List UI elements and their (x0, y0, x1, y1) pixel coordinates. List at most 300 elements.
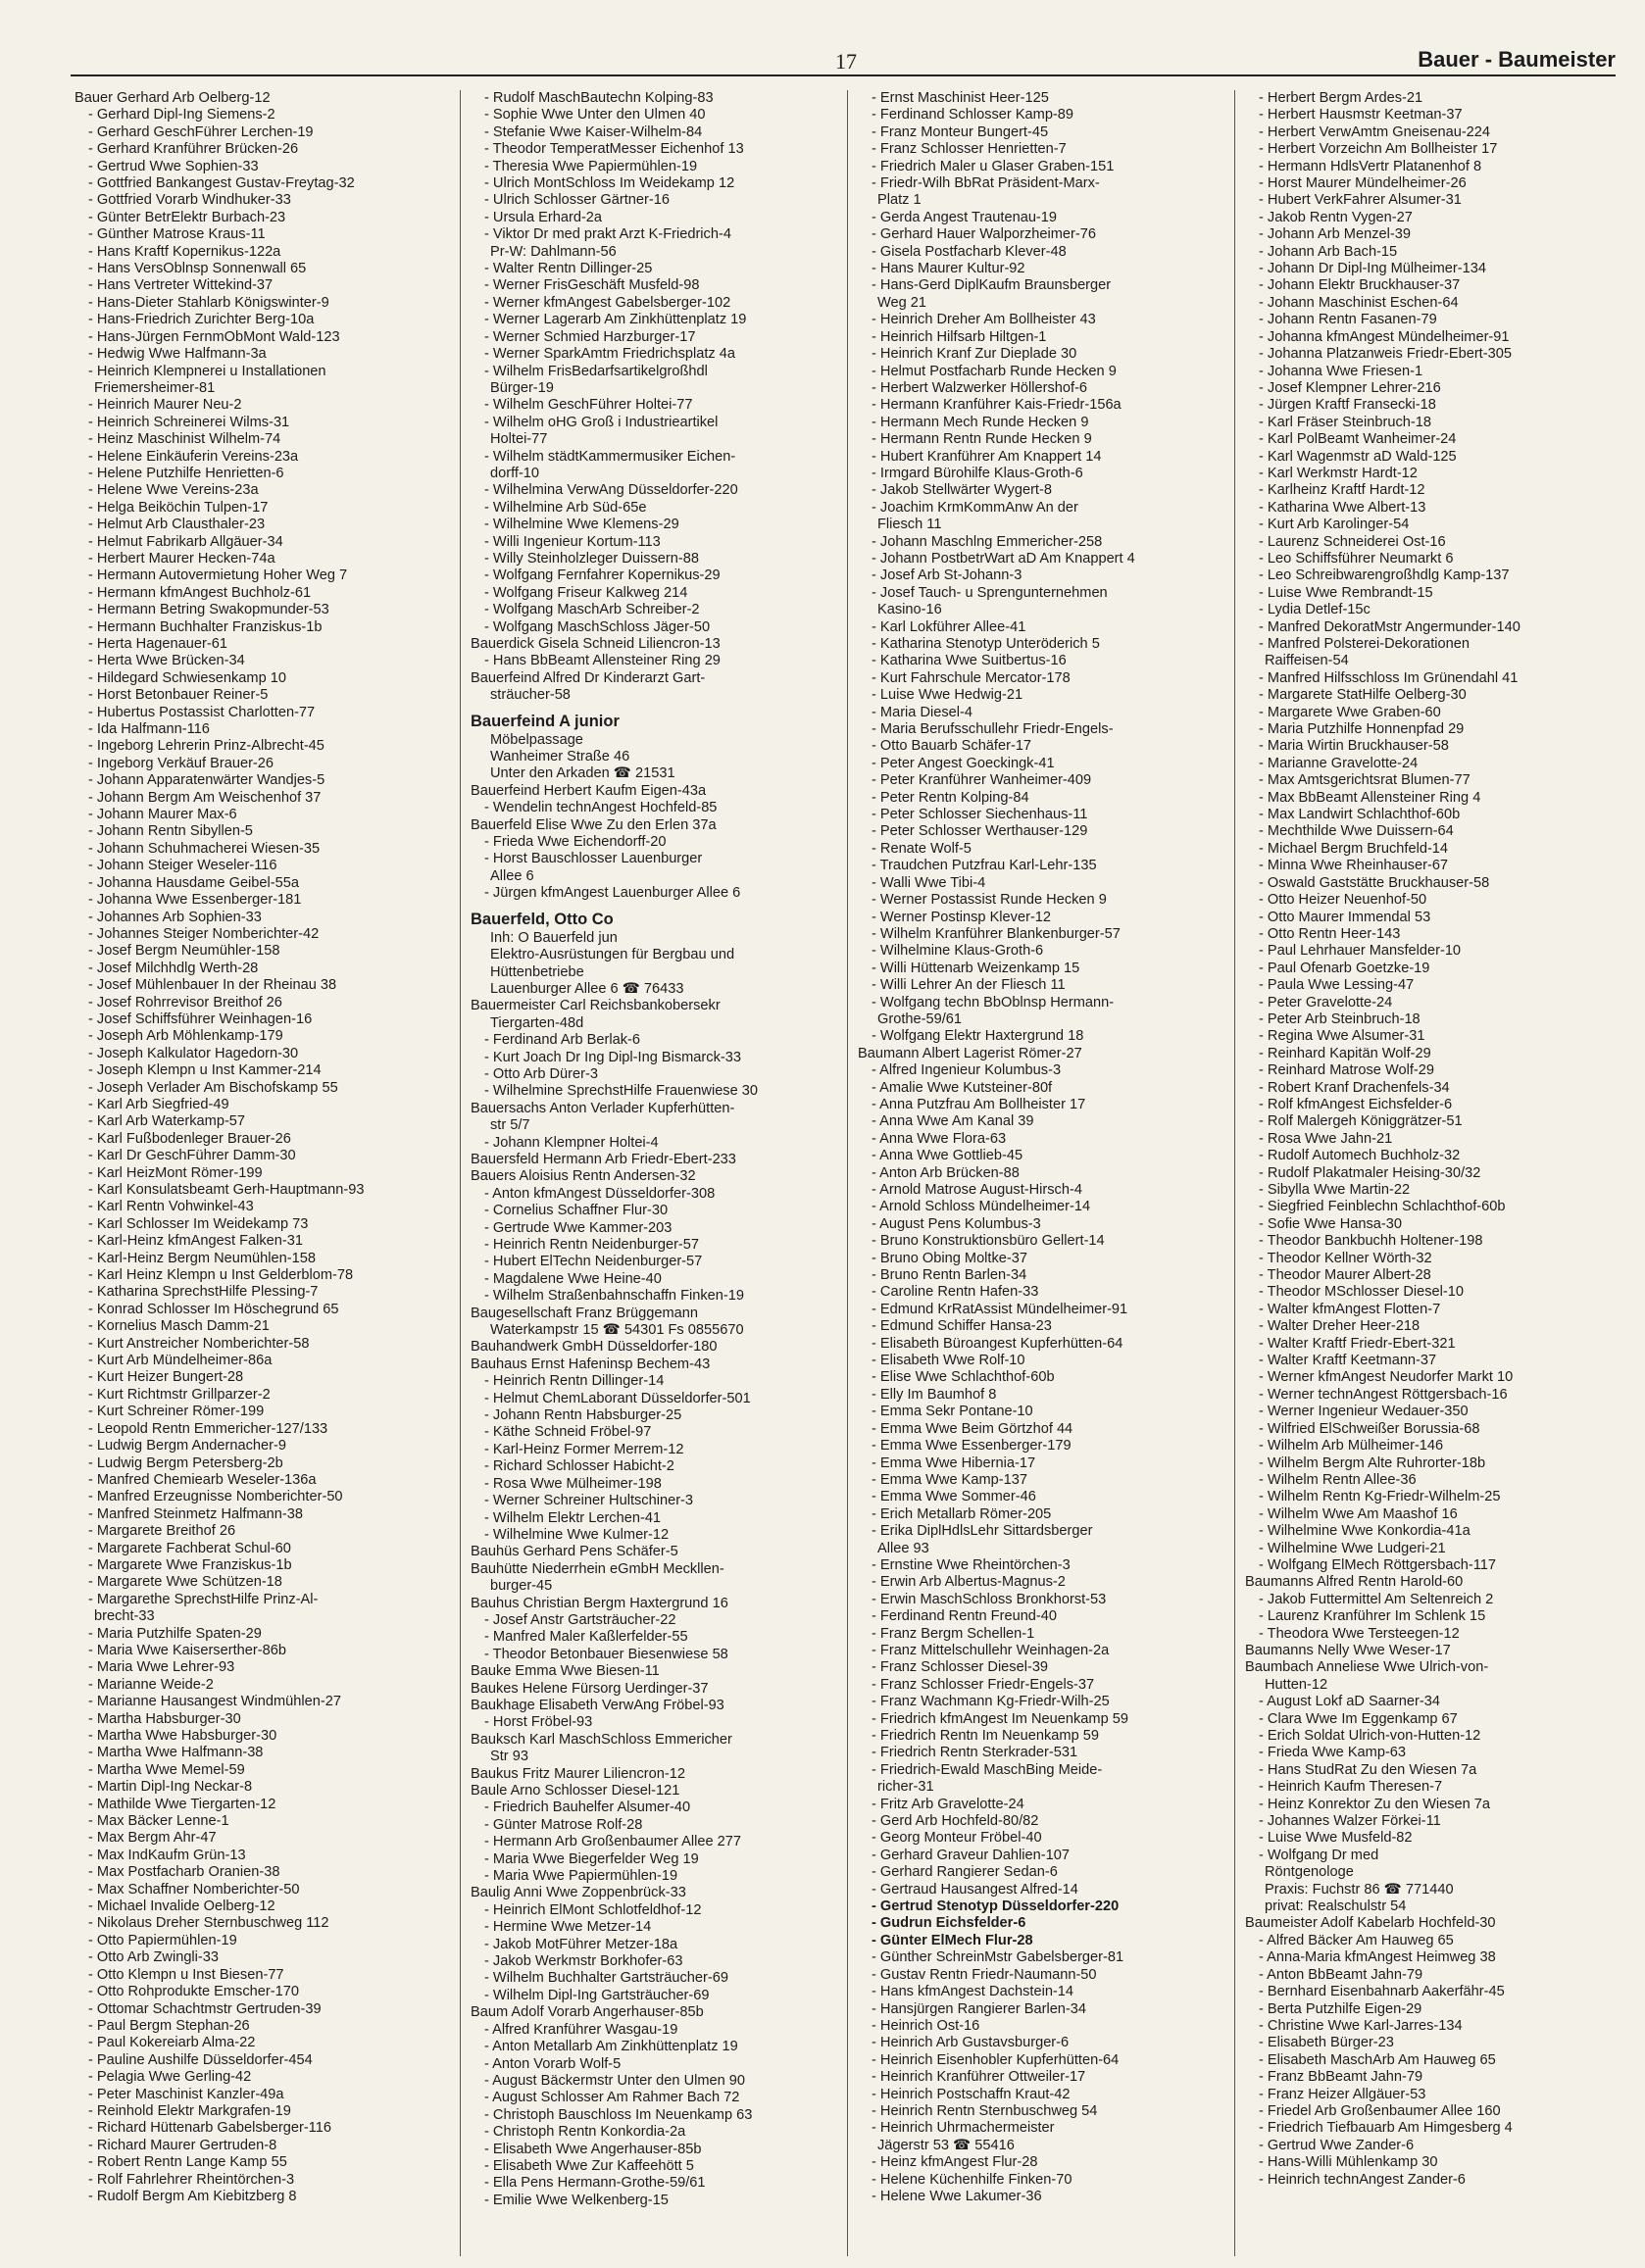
directory-entry: Bauerdick Gisela Schneid Liliencron-13 (471, 636, 721, 652)
directory-entry: - Hubert ElTechn Neidenburger-57 (484, 1254, 703, 1270)
directory-entry: - Karlheinz Kraftf Hardt-12 (1259, 482, 1425, 499)
directory-entry: - Elise Wwe Schlachthof-60b (872, 1369, 1055, 1386)
directory-entry: Tiergarten-48d (490, 1014, 584, 1031)
directory-entry: - Herbert Maurer Hecken-74a (88, 550, 275, 567)
directory-entry: - Heinz Konrektor Zu den Wiesen 7a (1259, 1796, 1491, 1812)
directory-entry: Jägerstr 53 ☎ 55416 (877, 2137, 1015, 2153)
directory-entry: - Ernstine Wwe Rheintörchen-3 (872, 1556, 1071, 1573)
directory-entry: - Peter Arb Steinbruch-18 (1259, 1011, 1421, 1027)
directory-entry: - Hermann HdlsVertr Platanenhof 8 (1259, 158, 1482, 174)
directory-entry: - Otto Bauarb Schäfer-17 (872, 738, 1032, 755)
directory-entry: - Ulrich Schlosser Gärtner-16 (484, 192, 670, 209)
directory-entry: - Siegfried Feinblechn Schlachthof-60b (1259, 1199, 1506, 1215)
directory-entry: - Ingeborg Verkäuf Brauer-26 (88, 755, 274, 771)
directory-entry: - Johanna Wwe Friesen-1 (1259, 363, 1423, 379)
directory-entry: - Theodor MSchlosser Diesel-10 (1259, 1284, 1464, 1301)
directory-entry: - Kurt Arb Karolinger-54 (1259, 517, 1410, 533)
directory-entry: - Theodor Kellner Wörth-32 (1259, 1250, 1432, 1266)
directory-entry: Allee 93 (877, 1540, 929, 1556)
directory-entry: - Friedr-Wilh BbRat Präsident-Marx- (872, 175, 1100, 192)
directory-entry: Bauksch Karl MaschSchloss Emmericher (471, 1731, 732, 1748)
directory-entry: - Alfred Ingenieur Kolumbus-3 (872, 1062, 1062, 1079)
directory-entry: - Karl Rentn Vohwinkel-43 (88, 1199, 254, 1215)
directory-entry: - Gerhard Graveur Dahlien-107 (872, 1847, 1070, 1863)
directory-entry: - Franz BbBeamt Jahn-79 (1259, 2069, 1423, 2086)
directory-entry: - Richard Schlosser Habicht-2 (484, 1458, 674, 1475)
directory-entry: - Christine Wwe Karl-Jarres-134 (1259, 2017, 1463, 2034)
directory-entry: - Elisabeth Wwe Zur Kaffeehött 5 (484, 2157, 694, 2174)
directory-entry: - Franz Schlosser Friedr-Engels-37 (872, 1676, 1095, 1693)
directory-entry: - Hedwig Wwe Halfmann-3a (88, 346, 267, 363)
directory-entry: Bauersfeld Hermann Arb Friedr-Ebert-233 (471, 1151, 736, 1167)
directory-entry: - Otto Arb Dürer-3 (484, 1065, 598, 1082)
directory-entry: - Martha Wwe Halfmann-38 (88, 1745, 264, 1761)
directory-entry: - Maria Berufsschullehr Friedr-Engels- (872, 721, 1114, 738)
directory-entry: Kasino-16 (877, 602, 942, 618)
directory-entry: - Christoph Rentn Konkordia-2a (484, 2124, 686, 2141)
directory-entry: - Hans-Gerd DiplKaufm Braunsberger (872, 277, 1112, 294)
directory-entry: Weg 21 (877, 294, 927, 311)
directory-entry: - Paul Bergm Stephan-26 (88, 2017, 250, 2034)
directory-entry: - Hans StudRat Zu den Wiesen 7a (1259, 1761, 1477, 1778)
directory-entry: - Bernhard Eisenbahnarb Aakerfähr-45 (1259, 1984, 1505, 2000)
directory-entry: - Wilhelmine Arb Süd-65e (484, 499, 647, 516)
directory-entry: - Rolf Fahrlehrer Rheintörchen-3 (88, 2171, 295, 2188)
directory-entry: Möbelpassage (490, 731, 583, 748)
directory-entry: - Horst Bauschlosser Lauenburger (484, 851, 703, 867)
directory-entry: - Käthe Schneid Fröbel-97 (484, 1424, 652, 1441)
directory-entry: - Günther Matrose Kraus-11 (88, 226, 266, 243)
directory-entry: richer-31 (877, 1779, 934, 1796)
directory-entry: - Fritz Arb Gravelotte-24 (872, 1796, 1024, 1812)
directory-entry: - Karl Schlosser Im Weidekamp 73 (88, 1215, 309, 1232)
directory-entry: - Johann Bergm Am Weischenhof 37 (88, 789, 322, 806)
directory-entry: - Richard Maurer Gertruden-8 (88, 2137, 277, 2153)
directory-entry: - Edmund KrRatAssist Mündelheimer-91 (872, 1301, 1128, 1317)
directory-entry: - Bruno Obing Moltke-37 (872, 1250, 1027, 1266)
directory-entry: Bauersachs Anton Verlader Kupferhütten- (471, 1100, 735, 1116)
directory-entry: - Johanna Platzanweis Friedr-Ebert-305 (1259, 346, 1512, 363)
directory-entry: - Jakob Rentn Vygen-27 (1259, 209, 1413, 225)
directory-entry: - Max Postfacharb Oranien-38 (88, 1864, 280, 1881)
directory-entry: Bauhaus Ernst Hafeninsp Bechem-43 (471, 1356, 711, 1372)
directory-entry: - Wilhelm FrisBedarfsartikelgroßhdl (484, 363, 708, 379)
directory-entry: - Walter Rentn Dillinger-25 (484, 261, 653, 277)
directory-entry: - Bruno Rentn Barlen-34 (872, 1267, 1027, 1284)
directory-entry: - Otto Klempn u Inst Biesen-77 (88, 1966, 284, 1983)
directory-entry: - Friedrich Maler u Glaser Graben-151 (872, 158, 1115, 174)
directory-entry: - Joseph Verlader Am Bischofskamp 55 (88, 1079, 338, 1096)
directory-entry: - Martin Dipl-Ing Neckar-8 (88, 1779, 253, 1796)
directory-entry: - Kurt Heizer Bungert-28 (88, 1369, 244, 1386)
directory-entry: - Theodor Betonbauer Biesenwiese 58 (484, 1646, 728, 1662)
directory-entry: - Anton Vorarb Wolf-5 (484, 2055, 622, 2072)
directory-entry: - Rolf kfmAngest Eichsfelder-6 (1259, 1096, 1453, 1112)
directory-entry: - Werner Lagerarb Am Zinkhüttenplatz 19 (484, 312, 747, 328)
directory-entry: - Elisabeth Bürger-23 (1259, 2035, 1394, 2051)
directory-entry: - Friedel Arb Großenbaumer Allee 160 (1259, 2102, 1501, 2119)
directory-entry: - Traudchen Putzfrau Karl-Lehr-135 (872, 858, 1097, 874)
directory-entry: - Paula Wwe Lessing-47 (1259, 977, 1415, 994)
directory-entry: - Erich Soldat Ulrich-von-Hutten-12 (1259, 1728, 1481, 1744)
directory-entry: - Margarete Fachberat Schul-60 (88, 1540, 291, 1556)
directory-entry: - Otto Arb Zwingli-33 (88, 1949, 220, 1966)
directory-entry: - Heinrich Hilfsarb Hiltgen-1 (872, 328, 1047, 345)
directory-entry: - Elisabeth Büroangest Kupferhütten-64 (872, 1335, 1123, 1352)
directory-entry: - Erika DiplHdlsLehr Sittardsberger (872, 1523, 1093, 1540)
directory-entry: - Gertrud Wwe Zander-6 (1259, 2137, 1415, 2153)
directory-entry: - Wilhelmine Wwe Kulmer-12 (484, 1526, 670, 1543)
directory-entry: - Hermann Arb Großenbaumer Allee 277 (484, 1834, 742, 1850)
directory-entry: - Jakob Werkmstr Borkhofer-63 (484, 1953, 683, 1970)
directory-entry: - Frieda Wwe Kamp-63 (1259, 1745, 1407, 1761)
directory-entry: - Theresia Wwe Papiermühlen-19 (484, 158, 698, 174)
directory-entry: - Werner Schreiner Hultschiner-3 (484, 1493, 694, 1509)
directory-entry: - Josef Arb St-Johann-3 (872, 567, 1022, 584)
directory-entry: Bauers Aloisius Rentn Andersen-32 (471, 1168, 696, 1185)
directory-entry: - Franz Schlosser Henrietten-7 (872, 141, 1067, 158)
directory-entry: - Hubert VerkFahrer Alsumer-31 (1259, 192, 1462, 209)
directory-entry: - Margarete Breithof 26 (88, 1523, 236, 1540)
directory-entry: - Manfred Chemiearb Weseler-136a (88, 1471, 317, 1488)
business-entry: Bauerfeind A junior (471, 712, 620, 730)
directory-entry: - Anton Arb Brücken-88 (872, 1164, 1020, 1181)
directory-entry: - Gerhard Hauer Walporzheimer-76 (872, 226, 1096, 243)
directory-entry: - Magdalene Wwe Heine-40 (484, 1270, 662, 1287)
directory-entry: - Kurt Fahrschule Mercator-178 (872, 669, 1071, 686)
directory-entry: - Elisabeth Wwe Rolf-10 (872, 1353, 1025, 1369)
directory-entry: - Erwin Arb Albertus-Magnus-2 (872, 1574, 1066, 1591)
directory-entry: - Laurenz Schneiderei Ost-16 (1259, 533, 1446, 550)
directory-entry: - Michael Bergm Bruchfeld-14 (1259, 840, 1449, 857)
directory-entry: - Heinrich Eisenhobler Kupferhütten-64 (872, 2051, 1120, 2068)
directory-entry: - Werner SparkAmtm Friedrichsplatz 4a (484, 346, 736, 363)
directory-entry: - Otto Maurer Immendal 53 (1259, 909, 1431, 925)
directory-entry: Lauenburger Allee 6 ☎ 76433 (490, 980, 684, 997)
directory-entry: Röntgenologe (1265, 1864, 1354, 1881)
column-3 (847, 90, 1234, 2256)
directory-entry: - Willi Ingenieur Kortum-113 (484, 533, 661, 550)
directory-entry: Bauke Emma Wwe Biesen-11 (471, 1663, 660, 1680)
directory-entry: - Heinrich Uhrmachermeister (872, 2120, 1055, 2137)
directory-entry: - Clara Wwe Im Eggenkamp 67 (1259, 1710, 1458, 1727)
directory-entry: - Hermann Buchhalter Franziskus-1b (88, 618, 323, 635)
directory-entry: Raiffeisen-54 (1265, 653, 1349, 669)
directory-entry: - Josef Anstr Gartsträucher-22 (484, 1611, 676, 1628)
directory-entry: - Ferdinand Arb Berlak-6 (484, 1032, 640, 1049)
directory-entry: - Kurt Schreiner Römer-199 (88, 1404, 265, 1420)
directory-entry: - Peter Schlosser Siechenhaus-11 (872, 807, 1088, 823)
directory-entry: Bauer Gerhard Arb Oelberg-12 (75, 90, 271, 106)
directory-entry: - Leo Schreibwarengroßhdlg Kamp-137 (1259, 567, 1510, 584)
directory-entry: - Walter Kraftf Friedr-Ebert-321 (1259, 1335, 1456, 1352)
directory-entry: Baumeister Adolf Kabelarb Hochfeld-30 (1245, 1915, 1496, 1932)
directory-entry: - Kornelius Masch Damm-21 (88, 1318, 270, 1335)
directory-entry: - Minna Wwe Rheinhauser-67 (1259, 858, 1449, 874)
directory-entry: - Bruno Konstruktionsbüro Gellert-14 (872, 1233, 1105, 1250)
directory-entry: - Maria Diesel-4 (872, 704, 972, 720)
directory-entry: Bauerfeind Alfred Dr Kinderarzt Gart- (471, 669, 706, 686)
directory-entry: - Johannes Steiger Nomberichter-42 (88, 925, 320, 942)
directory-entry: - Max Bäcker Lenne-1 (88, 1813, 229, 1830)
directory-entry: - Alfred Bäcker Am Hauweg 65 (1259, 1932, 1454, 1948)
directory-entry: - Johanna Wwe Essenberger-181 (88, 892, 302, 909)
directory-entry: - Karl Arb Siegfried-49 (88, 1096, 229, 1112)
directory-entry: - Ernst Maschinist Heer-125 (872, 90, 1049, 106)
directory-entry: - Heinrich Rentn Neidenburger-57 (484, 1237, 700, 1253)
directory-entry: - Johann Rentn Sibyllen-5 (88, 823, 253, 840)
directory-entry: - Katharina Wwe Albert-13 (1259, 499, 1426, 516)
column-1 (73, 90, 460, 2256)
directory-entry: - Johannes Arb Sophien-33 (88, 909, 262, 925)
directory-entry: - Maria Wwe Papiermühlen-19 (484, 1868, 678, 1885)
directory-entry: - Johann Arb Menzel-39 (1259, 226, 1411, 243)
directory-entry: - Hubertus Postassist Charlotten-77 (88, 704, 316, 720)
directory-entry: - Heinrich Ost-16 (872, 2017, 980, 2034)
directory-entry: - Pauline Aushilfe Düsseldorfer-454 (88, 2051, 313, 2068)
directory-entry: - Lydia Detlef-15c (1259, 602, 1371, 618)
directory-entry: - Jakob Futtermittel Am Seltenreich 2 (1259, 1591, 1494, 1607)
directory-entry: privat: Realschulstr 54 (1265, 1898, 1407, 1915)
directory-entry: - Helene Küchenhilfe Finken-70 (872, 2171, 1072, 2188)
directory-entry: - Ella Pens Hermann-Grothe-59/61 (484, 2175, 706, 2192)
directory-entry: - Margarete Wwe Graben-60 (1259, 704, 1441, 720)
directory-entry: - Gertrude Wwe Kammer-203 (484, 1219, 673, 1236)
directory-entry: - Ursula Erhard-2a (484, 209, 603, 225)
directory-entry: - Walter kfmAngest Flotten-7 (1259, 1301, 1441, 1317)
directory-entry: - Hans Kraftf Kopernikus-122a (88, 243, 281, 260)
directory-entry: - Maria Wirtin Bruckhauser-58 (1259, 738, 1449, 755)
directory-entry: - Maria Wwe Biegerfelder Weg 19 (484, 1850, 699, 1867)
directory-entry: - Walter Kraftf Keetmann-37 (1259, 1353, 1437, 1369)
directory-entry: - Gudrun Eichsfelder-6 (872, 1915, 1026, 1932)
directory-entry: - Josef Klempner Lehrer-216 (1259, 379, 1441, 396)
directory-entry: - Helmut Fabrikarb Allgäuer-34 (88, 533, 283, 550)
directory-entry: sträucher-58 (490, 687, 571, 704)
directory-entry: - Erwin MaschSchloss Bronkhorst-53 (872, 1591, 1107, 1607)
directory-entry: - Marianne Gravelotte-24 (1259, 755, 1419, 771)
directory-entry: - Manfred DekoratMstr Angermunder-140 (1259, 618, 1520, 635)
directory-entry: - Margarete Wwe Franziskus-1b (88, 1556, 292, 1573)
directory-entry: - Heinrich Maurer Neu-2 (88, 397, 242, 414)
directory-entry: - Johann Rentn Fasanen-79 (1259, 312, 1437, 328)
page-number: 17 (835, 49, 857, 74)
directory-entry: - Margarete Wwe Schützen-18 (88, 1574, 282, 1591)
directory-entry: - Wilhelm oHG Groß i Industrieartikel (484, 414, 719, 430)
directory-entry: - Werner FrisGeschäft Musfeld-98 (484, 277, 700, 294)
directory-entry: - Wolfgang Fernfahrer Kopernikus-29 (484, 567, 721, 584)
directory-entry: - Herbert Walzwerker Höllershof-6 (872, 379, 1088, 396)
directory-entry: - Manfred Erzeugnisse Nomberichter-50 (88, 1489, 343, 1505)
directory-entry: - Hermann Mech Runde Hecken 9 (872, 414, 1089, 430)
directory-entry: - Helmut Postfacharb Runde Hecken 9 (872, 363, 1117, 379)
directory-entry: brecht-33 (94, 1608, 155, 1625)
directory-entry: - Friedrich-Ewald MaschBing Meide- (872, 1761, 1103, 1778)
directory-entry: Pr-W: Dahlmann-56 (490, 243, 617, 260)
directory-entry: Bauerfeind Herbert Kaufm Eigen-43a (471, 782, 707, 799)
directory-entry: - Berta Putzhilfe Eigen-29 (1259, 2000, 1422, 2017)
column-4 (1234, 90, 1621, 2256)
directory-entry: - Karl Fräser Steinbruch-18 (1259, 414, 1432, 430)
directory-entry: - Gertrud Wwe Sophien-33 (88, 158, 259, 174)
directory-entry: - Johann Maschinist Eschen-64 (1259, 294, 1459, 311)
directory-entry: - Anna Wwe Am Kanal 39 (872, 1113, 1034, 1130)
directory-entry: - Ingeborg Lehrerin Prinz-Albrecht-45 (88, 738, 324, 755)
directory-entry: - August Bäckermstr Unter den Ulmen 90 (484, 2072, 746, 2089)
directory-entry: - Peter Kranführer Wanheimer-409 (872, 772, 1092, 789)
directory-entry: - Johann Schuhmacherei Wiesen-35 (88, 840, 321, 857)
directory-entry: - Joachim KrmKommAnw An der (872, 499, 1078, 516)
directory-entry: - Ferdinand Schlosser Kamp-89 (872, 107, 1074, 123)
directory-entry: - Wilhelm Dipl-Ing Gartsträucher-69 (484, 1987, 710, 2003)
directory-entry: - Willi Lehrer An der Fliesch 11 (872, 977, 1066, 994)
directory-entry: - Hans BbBeamt Allensteiner Ring 29 (484, 653, 721, 669)
directory-entry: - Gerda Angest Trautenau-19 (872, 209, 1058, 225)
directory-entry: - Emilie Wwe Welkenberg-15 (484, 2192, 669, 2208)
directory-entry: - Emma Wwe Kamp-137 (872, 1471, 1027, 1488)
directory-entry: - Martha Wwe Memel-59 (88, 1761, 245, 1778)
directory-entry: - Peter Rentn Kolping-84 (872, 789, 1029, 806)
directory-entry: - Helene Wwe Lakumer-36 (872, 2188, 1042, 2204)
directory-entry: - Johannes Walzer Förkei-11 (1259, 1813, 1441, 1830)
directory-entry: - Helene Einkäuferin Vereins-23a (88, 448, 299, 465)
directory-entry: - Ulrich MontSchloss Im Weidekamp 12 (484, 175, 735, 192)
directory-entry: - Gerhard Rangierer Sedan-6 (872, 1864, 1058, 1881)
directory-entry: - Arnold Matrose August-Hirsch-4 (872, 1182, 1082, 1198)
directory-entry: - Jürgen Kraftf Fransecki-18 (1259, 397, 1436, 414)
directory-entry: - Gottfried Bankangest Gustav-Freytag-32 (88, 175, 355, 192)
directory-entry: - Maria Putzhilfe Spaten-29 (88, 1625, 262, 1642)
directory-entry: - Gerhard GeschFührer Lerchen-19 (88, 123, 314, 140)
directory-entry: - Gottfried Vorarb Windhuker-33 (88, 192, 291, 209)
directory-entry: - Marianne Hausangest Windmühlen-27 (88, 1694, 341, 1710)
directory-entry: - Rudolf MaschBautechn Kolping-83 (484, 90, 714, 106)
directory-entry: - Georg Monteur Fröbel-40 (872, 1830, 1042, 1847)
directory-entry: - Hans-Jürgen FernmObMont Wald-123 (88, 328, 340, 345)
business-entry: Bauerfeld, Otto Co (471, 910, 614, 928)
directory-entry: - Rudolf Bergm Am Kiebitzberg 8 (88, 2188, 297, 2204)
directory-entry: - Paul Lehrhauer Mansfelder-10 (1259, 943, 1462, 960)
directory-entry: - Anton BbBeamt Jahn-79 (1259, 1966, 1423, 1983)
directory-columns (73, 90, 1621, 2256)
directory-entry: - Hansjürgen Rangierer Barlen-34 (872, 2000, 1087, 2017)
directory-entry: - Hermann Autovermietung Hoher Weg 7 (88, 567, 348, 584)
directory-entry: - Gisela Postfacharb Klever-48 (872, 243, 1067, 260)
directory-entry: - Hans-Willi Mühlenkamp 30 (1259, 2154, 1438, 2171)
directory-entry: - Anton kfmAngest Düsseldorfer-308 (484, 1185, 716, 1202)
directory-entry: Bauhandwerk GmbH Düsseldorfer-180 (471, 1339, 718, 1356)
directory-entry: - Max IndKaufm Grün-13 (88, 1847, 246, 1863)
directory-entry: - Emma Wwe Hibernia-17 (872, 1454, 1036, 1471)
directory-entry: - Katharina SprechstHilfe Plessing-7 (88, 1284, 319, 1301)
directory-entry: - Heinrich Kranführer Ottweiler-17 (872, 2069, 1086, 2086)
directory-entry: - Otto Rentn Heer-143 (1259, 925, 1401, 942)
directory-entry: - Jakob MotFührer Metzer-18a (484, 1936, 678, 1952)
directory-entry: - Hermann Kranführer Kais-Friedr-156a (872, 397, 1122, 414)
directory-entry: - Wilhelm Rentn Kg-Friedr-Wilhelm-25 (1259, 1489, 1501, 1505)
directory-entry: - Heinrich Postschaffn Kraut-42 (872, 2086, 1071, 2102)
directory-entry: Baukus Fritz Maurer Liliencron-12 (471, 1765, 685, 1782)
directory-entry: - Ludwig Bergm Andernacher-9 (88, 1438, 286, 1454)
directory-entry: - Heinrich Kaufm Theresen-7 (1259, 1779, 1443, 1796)
directory-entry: - Jürgen kfmAngest Lauenburger Allee 6 (484, 885, 741, 902)
directory-entry: Baumanns Nelly Wwe Weser-17 (1245, 1642, 1451, 1658)
directory-entry: - Renate Wolf-5 (872, 840, 972, 857)
directory-entry: dorff-10 (490, 465, 540, 481)
directory-entry: - Manfred Hilfsschloss Im Grünendahl 41 (1259, 669, 1519, 686)
directory-entry: - Werner Postassist Runde Hecken 9 (872, 892, 1107, 909)
directory-entry: - Josef Tauch- u Sprengunternehmen (872, 584, 1108, 601)
directory-entry: - Wendelin technAngest Hochfeld-85 (484, 800, 718, 816)
directory-entry: - Wolfgang Friseur Kalkweg 214 (484, 584, 688, 601)
directory-entry: - Leopold Rentn Emmericher-127/133 (88, 1420, 328, 1437)
directory-entry: - Franz Bergm Schellen-1 (872, 1625, 1035, 1642)
directory-entry: - August Pens Kolumbus-3 (872, 1215, 1041, 1232)
directory-entry: Grothe-59/61 (877, 1011, 962, 1027)
directory-entry: - Michael Invalide Oelberg-12 (88, 1898, 275, 1915)
directory-entry: Fliesch 11 (877, 517, 942, 533)
directory-entry: - Kurt Anstreicher Nomberichter-58 (88, 1335, 310, 1352)
directory-entry: - Karl Fußbodenleger Brauer-26 (88, 1130, 291, 1147)
directory-entry: - Anna-Maria kfmAngest Heimweg 38 (1259, 1949, 1496, 1966)
directory-entry: - Pelagia Wwe Gerling-42 (88, 2069, 252, 2086)
directory-entry: - Ferdinand Rentn Freund-40 (872, 1608, 1058, 1625)
directory-entry: - Wilhelm Straßenbahnschaffn Finken-19 (484, 1288, 744, 1305)
directory-entry: - Luise Wwe Musfeld-82 (1259, 1830, 1413, 1847)
directory-entry: - Peter Gravelotte-24 (1259, 994, 1393, 1011)
directory-entry: - Karl PolBeamt Wanheimer-24 (1259, 431, 1457, 448)
directory-entry: - Luise Wwe Rembrandt-15 (1259, 584, 1433, 601)
directory-entry: - Franz Wachmann Kg-Friedr-Wilh-25 (872, 1694, 1110, 1710)
directory-entry: - Johanna Hausdame Geibel-55a (88, 874, 299, 891)
directory-entry: - Friedrich Bauhelfer Alsumer-40 (484, 1800, 691, 1816)
directory-entry: - Herta Hagenauer-61 (88, 636, 227, 652)
directory-entry: - Werner Schmied Harzburger-17 (484, 328, 696, 345)
directory-entry: - Karl HeizMont Römer-199 (88, 1164, 263, 1181)
directory-entry: - Gustav Rentn Friedr-Naumann-50 (872, 1966, 1097, 1983)
directory-entry: Hutten-12 (1265, 1676, 1328, 1693)
directory-entry: Praxis: Fuchstr 86 ☎ 771440 (1265, 1881, 1454, 1898)
directory-entry: - Karl Wagenmstr aD Wald-125 (1259, 448, 1457, 465)
directory-entry: - Max Amtsgerichtsrat Blumen-77 (1259, 772, 1471, 789)
directory-entry: - Viktor Dr med prakt Arzt K-Friedrich-4 (484, 226, 731, 243)
directory-entry: - Heinrich Rentn Dillinger-14 (484, 1373, 665, 1390)
directory-entry: - Gertrud Stenotyp Düsseldorfer-220 (872, 1898, 1120, 1915)
directory-entry: Bürger-19 (490, 379, 554, 396)
directory-entry: - Konrad Schlosser Im Höschegrund 65 (88, 1301, 339, 1317)
directory-entry: Baukes Helene Fürsorg Uerdinger-37 (471, 1680, 709, 1697)
directory-entry: - Maria Wwe Kaiserserther-86b (88, 1642, 286, 1658)
directory-entry: - Wilfried ElSchweißer Borussia-68 (1259, 1420, 1480, 1437)
directory-entry: - Cornelius Schaffner Flur-30 (484, 1203, 669, 1219)
directory-entry: - Horst Maurer Mündelheimer-26 (1259, 175, 1467, 192)
directory-entry: - Hermann kfmAngest Buchholz-61 (88, 584, 312, 601)
directory-entry: - Günter Matrose Rolf-28 (484, 1816, 643, 1833)
directory-entry: - Robert Rentn Lange Kamp 55 (88, 2154, 287, 2171)
directory-entry: - Heinrich technAngest Zander-6 (1259, 2171, 1466, 2188)
directory-entry: - Edmund Schiffer Hansa-23 (872, 1318, 1052, 1335)
directory-entry: - Wilhelm Wwe Am Maashof 16 (1259, 1505, 1458, 1522)
directory-entry: - Theodor Maurer Albert-28 (1259, 1267, 1431, 1284)
header-rule (71, 74, 1616, 76)
directory-entry: - Helene Putzhilfe Henrietten-6 (88, 465, 284, 481)
directory-entry: - Luise Wwe Hedwig-21 (872, 687, 1023, 704)
directory-entry: - Kurt Joach Dr Ing Dipl-Ing Bismarck-33 (484, 1049, 741, 1065)
directory-entry: - Hans-Friedrich Zurichter Berg-10a (88, 312, 315, 328)
directory-entry: - Helga Beiköchin Tulpen-17 (88, 499, 269, 516)
directory-entry: - Hermann Rentn Runde Hecken 9 (872, 431, 1092, 448)
directory-entry: - Johanna kfmAngest Mündelheimer-91 (1259, 328, 1510, 345)
